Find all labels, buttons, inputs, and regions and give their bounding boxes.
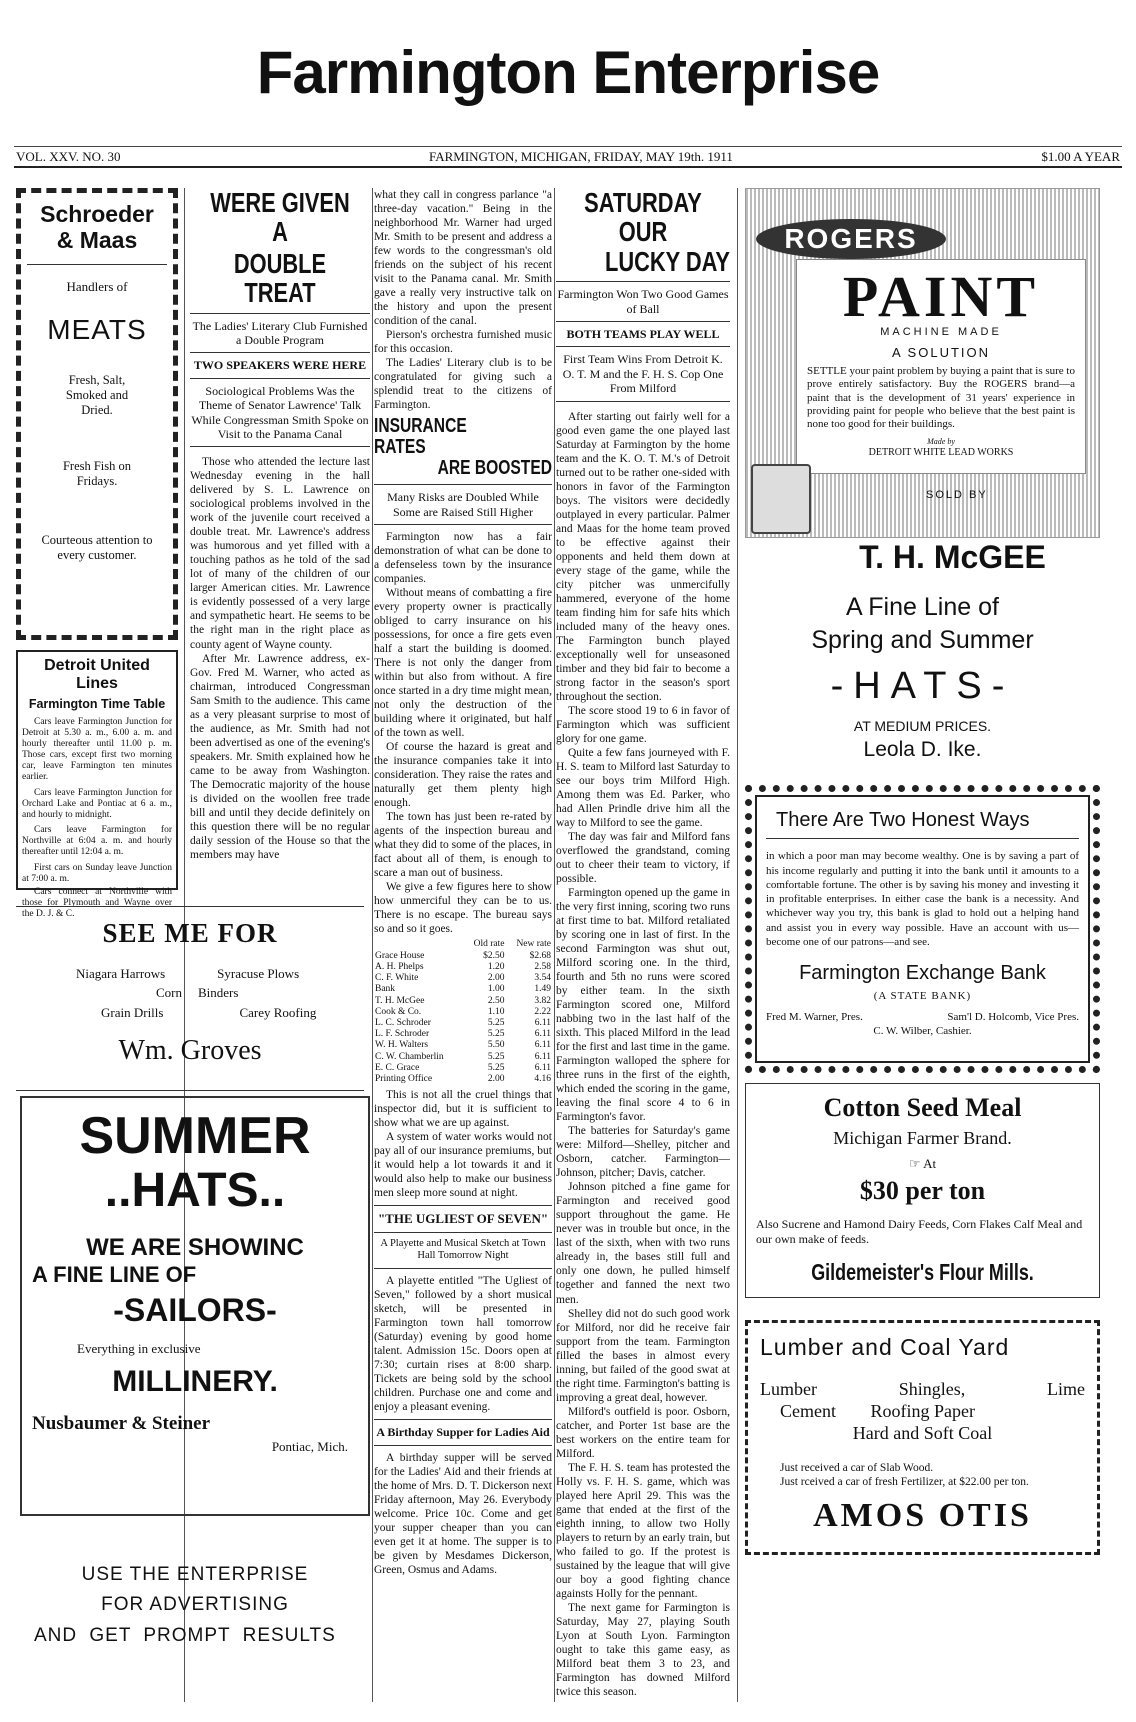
rates-name: A. H. Phelps <box>375 961 424 972</box>
ad-store-name: Gildemeister's Flour Mills. <box>811 1259 1034 1286</box>
article-headline: ARE BOOSTED <box>437 457 552 480</box>
table-row <box>374 973 552 984</box>
rates-name: Printing Office <box>375 1073 433 1084</box>
ad-store-name: Schroeder <box>40 201 154 227</box>
article-headline: LUCKY DAY <box>604 245 730 277</box>
ad-text: Niagara Harrows <box>76 965 166 981</box>
article-paragraph: Of course the hazard is great and the insurance companies take it into consideration. They raise the rates and naturally get them plenty high enough. <box>374 741 552 810</box>
article-headline: "THE UGLIEST OF SEVEN" <box>377 1211 549 1227</box>
table-row <box>374 1029 552 1040</box>
rogers-logo: ROGERS <box>756 219 946 259</box>
newspaper-title: Farmington Enterprise <box>256 39 880 106</box>
ad-headline: Cotton Seed Meal <box>823 1092 1022 1122</box>
ad-text: A FINE LINE OF <box>32 1261 197 1287</box>
farmington-bank-ad <box>745 785 1100 1073</box>
rates-new: 6.11 <box>534 1017 551 1028</box>
rates-old: $2.50 <box>483 950 505 961</box>
ad-headline: ..HATS.. <box>104 1164 286 1217</box>
dateline-bar <box>14 146 1122 168</box>
article-paragraph: Quite a few fans journeyed with F. H. S. team to Milford last Saturday to see our boys trim Milford High. Among them was Ed. Parker, who had Allen Prindle drive him all the way to Milford to see the game. <box>556 746 730 829</box>
rates-new: 3.82 <box>534 995 551 1006</box>
article-paragraph: The Ladies' Literary club is to be congratulated for giving such a splendid treat to the citizens of Farmington. <box>374 357 552 412</box>
timetable-subtitle: Farmington Time Table <box>28 696 166 711</box>
timetable-entry: Cars leave Farmington for Northville at 6:04 a. m. and hourly thereafter until 12:04 a. m. <box>22 825 172 858</box>
wm-groves-ad <box>16 906 364 1091</box>
article-paragraph: Pierson's orchestra furnished music for this occasion. <box>374 329 552 356</box>
rates-name: C. W. Chamberlin <box>375 1051 444 1062</box>
timetable-entry: Cars leave Farmington Junction for Orchard Lake and Pontiac at 6 a. m., and hourly to midnight. <box>22 787 172 820</box>
rates-name: Cook & Co. <box>375 1006 422 1017</box>
article-paragraph: Johnson pitched a fine game for Farmington and received good support throughout the game. He never was in trouble but once, in the last of the sixth, when with two runs already in, the bases still full and only one down, he pulled himself together and fanned the next two men. <box>556 1181 730 1306</box>
ad-store-name: Leola D. Ike. <box>863 737 982 761</box>
summer-hats-ad <box>20 1096 370 1516</box>
ad-store-name: & Maas <box>56 227 138 254</box>
rates-new: 6.11 <box>534 1062 551 1073</box>
rates-header: New rate <box>516 939 551 950</box>
article-paragraph: The next game for Farmington is Saturday, May 27, playing South Lyon at South Lyon. Farmington ought to take this game easy, as Milford beat them 3 to 23, and Farmington has downed Milford twice this season. <box>556 1601 730 1698</box>
column-rule <box>554 188 555 1702</box>
pointing-hand-icon: ☞ <box>908 1155 924 1171</box>
rates-name: C. F. White <box>375 973 419 984</box>
ad-text: Grain Drills <box>101 1004 164 1020</box>
ad-headline: -SAILORS- <box>113 1291 277 1328</box>
ad-headline: There Are Two Honest Ways <box>776 808 1030 831</box>
ad-text: Just rceived a car of fresh Fertilizer, at $22.00 per ton. <box>780 1475 1029 1488</box>
ad-text: (A STATE BANK) <box>873 989 972 1002</box>
article-deck: BOTH TEAMS PLAY WELL <box>566 326 720 341</box>
rates-old: 5.25 <box>487 1062 505 1073</box>
ad-text: Courteous attention to every customer. <box>41 533 153 563</box>
rates-new: $2.68 <box>529 950 551 961</box>
column-lecture-article <box>190 188 370 902</box>
ad-text: in which a poor man may become wealthy. One is by saving a part of his income regularly and putting it into the bank until it amounts to a comfortable fortune. The other is by saving his money and investing it in profitable enterprises. In either case the bank is a necessity. And whichever way you try, this bank is glad to hold out a helping hand and assist you in every way possible. Have an account with us—become one of our patrons—and see. <box>766 850 1079 949</box>
ad-text: DETROIT WHITE LEAD WORKS <box>868 446 1014 458</box>
rates-new: 6.11 <box>534 1029 551 1040</box>
article-paragraph: A playette entitled "The Ugliest of Seven," followed by a short musical sketch, will be presented in Farmington town hall tomorrow (Saturday) evening by good home talent. Admission 15c. Doors open at 7:30; curtain rises at 8:00 sharp. Tickets are being sold by the school children. Purchase one and come and enjoy a pleasant evening. <box>374 1275 552 1414</box>
ad-text: Syracuse Plows <box>217 965 300 981</box>
amos-otis-lumber-ad <box>745 1320 1100 1555</box>
rates-old: 5.25 <box>487 1051 505 1062</box>
rates-name: E. C. Grace <box>375 1062 420 1073</box>
timetable-entry: First cars on Sunday leave Junction at 7:00 a. m. <box>22 863 172 885</box>
article-deck: The Ladies' Literary Club Furnished a Double Program <box>192 318 368 347</box>
ad-headline: PAINT <box>842 264 1040 329</box>
rates-old: 5.25 <box>487 1017 505 1028</box>
ad-text: C. W. Wilber, Cashier. <box>873 1024 972 1037</box>
rates-old: 1.00 <box>487 984 505 995</box>
article-paragraph: The day was fair and Milford fans overflowed the grandstand, coming out to cheer their team to victory, if possible. <box>556 830 730 886</box>
rates-name: T. H. McGee <box>375 995 425 1006</box>
ad-store-name: Nusbaumer & Steiner <box>32 1412 211 1434</box>
ad-text: FOR ADVERTISING <box>101 1594 289 1616</box>
column-baseball-article <box>556 188 730 1704</box>
article-headline: SATURDAY OUR <box>584 187 702 248</box>
table-row <box>374 951 552 962</box>
ad-text: Handlers of <box>66 278 128 294</box>
rogers-ad-card <box>796 259 1086 474</box>
table-row <box>374 1052 552 1063</box>
article-deck: Many Risks are Doubled While Some are Raised Still Higher <box>387 490 539 519</box>
rates-new: 3.54 <box>534 973 551 984</box>
article-paragraph: Farmington opened up the game in the very first inning, scoring two runs at first time to bat. Milford retaliated by scoring one in last of first. In the second Farmington was shut out, Milford scoring one. In the third, fourth and 5th no runs were scored by either team. In the sixth Farmington scored one, Milford nabbing two in the last half of the sixth. This placed Milford in the lead for the first and last time in the game. Farmington walloped the sphere for three runs in the first of the eighth, which ended the scoring in the game, leaving the final score 4 to 6 in Farmington's favor. <box>556 887 730 1124</box>
rates-old: 2.50 <box>487 995 505 1006</box>
rates-new: 2.58 <box>534 961 551 972</box>
ad-text: Lumber <box>760 1378 817 1399</box>
leola-ike-ad <box>745 591 1100 763</box>
table-row <box>374 1018 552 1029</box>
masthead <box>0 0 1136 150</box>
table-row <box>374 1063 552 1074</box>
article-paragraph: After Mr. Lawrence address, ex-Gov. Fred M. Warner, who acted as chairman, introduced Congressman Sam Smith to the audience. This came as a very pleasant surprise to most of the audience, as Mr. Smith had not been advertised as one of the evening's speakers. Mr. Smith explained how he came to be away from Washington. The Democratic majority of the house is divided on the woollen free trade bill and until they decide definitely on this question there will be no regular daily session of the House so that the members may have <box>190 652 370 861</box>
ad-headline: -HATS- <box>830 665 1015 708</box>
rates-new: 1.49 <box>534 984 551 995</box>
ad-headline: SEE ME FOR <box>102 918 278 948</box>
column-ads-right <box>745 188 1100 1704</box>
column-rule <box>737 188 738 1702</box>
volume-number: VOL. XXV. NO. 30 <box>16 148 121 164</box>
article-paragraph: We give a few figures here to show how unmerciful they can be to us. There is no escape. The bureau says so and so it goes. <box>374 881 552 936</box>
ad-text: Hard and Soft Coal <box>852 1422 993 1443</box>
article-paragraph: Farmington now has a fair demonstration of what can be done to a defenseless town by the insurance companies. <box>374 531 552 586</box>
ad-text: SOLD BY <box>926 489 988 501</box>
article-paragraph: The batteries for Saturday's game were: Milford—Shelley, pitcher and Osborn, catcher. Farmington—Johnson, pitcher; Davis, catcher. <box>556 1125 730 1180</box>
insurance-rates-table <box>374 939 552 1085</box>
article-paragraph: Those who attended the lecture last Wednesday evening in the hall delivered by S. L. Lawrence on sociological problems involved in the work of the juvenile court received a double treat. Mr. Lawrence's address was humorous and yet filled with a touching pathos as he told of the sad lot of many of the children of our larger American cities. Mr. Lawrence is evidently possessed of a very large and sympathetic heart. He seems to be the right man in the right place as county agent of Wayne county. <box>190 456 370 651</box>
subscription-price: $1.00 A YEAR <box>1041 148 1120 164</box>
ad-text: Fresh Fish on Fridays. <box>62 458 132 488</box>
rates-new: 6.11 <box>534 1040 551 1051</box>
article-paragraph: Milford's outfield is poor. Osborn, catcher, and Porter 1st base are the best workers on the entire team for Milford. <box>556 1405 730 1460</box>
article-deck: A Playette and Musical Sketch at Town Hall Tomorrow Night <box>380 1237 546 1262</box>
ad-text: SETTLE your paint problem by buying a paint that is sure to prove entirely satisfactory. Buy the ROGERS brand—a paint that is the development of 31 years' experience in providing paint for people who believe that the best paint is none too good for their buildings. <box>807 365 1075 431</box>
article-headline: INSURANCE RATES <box>374 415 467 459</box>
timetable-entry: Cars connect at Northville with those for Plymouth and Wayne over the D. J. & C. <box>22 887 172 919</box>
rates-old: 1.20 <box>487 961 505 972</box>
ad-store-name: Farmington Exchange Bank <box>799 962 1046 985</box>
ad-text: Carey Roofing <box>239 1004 317 1020</box>
cotton-seed-meal-ad <box>745 1083 1100 1298</box>
rates-new: 4.16 <box>534 1073 551 1084</box>
rates-name: L. F. Schroder <box>375 1029 430 1040</box>
article-paragraph: After starting out fairly well for a good even game the one played last Saturday at Farmington by the home team and the K. O. T. M.'s of Detroit turned out to be rather one-sided with honors in favor of the Farmington boys. The visitors were decidedly outplayed in every particular. Palmer and Maas for the home team proved to be effective against their opponents and held them down at every stage of the game, while the city pitcher was unmercifully hammered, everyone of the home team finding him for safe hits which included many of the heavy ones. The Farmington bunch played exceptionally well for unseasoned timber and they bid fair to become a strong factor in the season's sport throughout the section. <box>556 410 730 703</box>
article-paragraph: A birthday supper will be served for the Ladies' Aid and their friends at the home of Mrs. D. T. Dickerson next Friday afternoon, May 26. Everybody welcome. Price 10c. Come and get your supper cheaper than you can even get it at home. The supper is to be given by Mesdames Dickerson, Green, Osmus and Adams. <box>374 1451 552 1576</box>
ad-text: Made by <box>927 437 955 447</box>
rates-header: Old rate <box>473 939 505 950</box>
article-paragraph: what they call in congress parlance "a three-day vacation." Being in the neighborhood Mr. Warner had urged Mr. Smith to be present and address a few words to the congressman's old friends on the subject of his recent visit to the Panama canal. Mr. Smith gave a really very instructive talk on the history and upon the present condition of the canal. <box>374 189 552 328</box>
article-paragraph: This is not all the cruel things that inspector did, but it is sufficient to show what we are up against. <box>374 1089 552 1130</box>
ad-headline: SUMMER <box>79 1107 311 1165</box>
article-paragraph: The score stood 19 to 6 in favor of Farmington which was sufficient glory for one game. <box>556 704 730 745</box>
ad-text: USE THE ENTERPRISE <box>81 1564 309 1585</box>
column-rule <box>372 188 373 1702</box>
ad-price: $30 per ton <box>859 1176 986 1206</box>
article-headline: A Birthday Supper for Ladies Aid <box>376 1425 550 1440</box>
ad-store-name: T. H. McGEE <box>859 539 1046 575</box>
article-paragraph: Without means of combatting a fire every property owner is practically obliged to carry insurance on his possessions, for once a fire gets even half a start the building is doomed. There is not only the danger from within but also from without. A fire once started in a dry time might mean, not only the destruction of the building where it originated, but half of the town as well. <box>374 587 552 740</box>
ad-text: Everything in exclusive <box>77 1340 201 1356</box>
rates-new: 6.11 <box>534 1051 551 1062</box>
article-deck: Farmington Won Two Good Games of Ball <box>557 287 729 316</box>
column-insurance-article <box>374 188 552 1704</box>
ad-text: A Fine Line of <box>846 593 999 622</box>
ad-headline: Lumber and Coal Yard <box>760 1333 1010 1360</box>
rates-name: L. C. Schroder <box>375 1017 431 1028</box>
table-row <box>374 1074 552 1085</box>
detroit-united-timetable <box>16 650 178 919</box>
ad-store-name: Wm. Groves <box>118 1035 262 1067</box>
rates-old: 5.50 <box>487 1040 505 1051</box>
schroeder-maas-ad <box>16 188 178 640</box>
timetable-entry: Cars leave Farmington Junction for Detroit at 5.30 a. m., 6.00 a. m. and hourly thereafter until 11.00 p. m. Those cars, except first two morning car, leave Farmington ten minutes earlier. <box>22 717 172 782</box>
ad-text: AND GET PROMPT RESULTS <box>34 1624 336 1646</box>
ad-text: Also Sucrene and Hamond Dairy Feeds, Corn Flakes Calf Meal and our own make of feeds. <box>756 1217 1083 1246</box>
use-enterprise-ad <box>20 1560 370 1651</box>
rates-name: Grace House <box>375 950 425 961</box>
ad-text: AT MEDIUM PRICES. <box>853 718 992 735</box>
article-headline: DOUBLE TREAT <box>233 247 327 309</box>
ad-text: MACHINE MADE <box>880 326 1002 338</box>
article-deck: First Team Wins From Detroit K. O. T. M and the F. H. S. Cop One From Milford <box>562 352 724 396</box>
ad-text: Sam'l D. Holcomb, Vice Pres. <box>947 1011 1079 1024</box>
article-paragraph: Shelley did not do such good work for Milford, nor did he receive fair support from the team. Farmington filled the bases in almost every inning, but failed of the good swat at the right time. Farmington's batting is improving a great deal, however. <box>556 1307 730 1404</box>
table-row <box>374 1007 552 1018</box>
ad-text: WE ARE SHOWINC <box>86 1233 304 1261</box>
ad-headline: MEATS <box>47 313 147 345</box>
rates-name: Bank <box>375 984 396 995</box>
table-row <box>374 996 552 1007</box>
ad-text: Fresh, Salt, Smoked and Dried. <box>65 372 129 418</box>
rates-old: 2.00 <box>487 1073 505 1084</box>
rates-name: W. H. Walters <box>375 1040 429 1051</box>
rogers-paint-ad <box>745 188 1100 538</box>
ad-text: A SOLUTION <box>891 345 991 361</box>
ad-headline: MILLINERY. <box>112 1364 278 1398</box>
rates-old: 5.25 <box>487 1029 505 1040</box>
table-row <box>374 962 552 973</box>
ad-text: Spring and Summer <box>811 625 1034 654</box>
ad-text: Pontiac, Mich. <box>271 1438 348 1454</box>
article-paragraph: The town has just been re-rated by agents of the inspection bureau and what they did to some of the places, in fact about all of them, is enough to scare a man out of business. <box>374 811 552 880</box>
ad-store-name: AMOS OTIS <box>813 1496 1032 1534</box>
article-paragraph: A system of water works would not pay all of our insurance premiums, but it would help a lot towards it and it would also help to make our business men sleep more sound at night. <box>374 1131 552 1200</box>
rates-new: 2.22 <box>534 1006 551 1017</box>
article-paragraph: The F. H. S. team has protested the Holly vs. F. H. S. game, which was played here April 29. This was the game that ended at the first of the eighth inning, to allow two Holly players to return by an early train, but who failed to go. If the protest is sustained by the league that will give our boy a good fighting chance againsts Holly for the pennant. <box>556 1461 730 1600</box>
ad-text: Cement <box>780 1400 836 1421</box>
ad-text: Michigan Farmer Brand. <box>833 1127 1012 1148</box>
article-deck: Sociological Problems Was the Theme of Senator Lawrence' Talk While Congressman Smith Spoke on Visit to the Panama Canal <box>191 383 369 441</box>
ad-text: At <box>923 1155 937 1171</box>
ad-text: Shingles, <box>898 1378 966 1399</box>
paint-can-icon <box>751 464 811 534</box>
ad-text: Binders <box>198 985 239 1001</box>
rates-old: 1.10 <box>487 1006 505 1017</box>
article-headline: WERE GIVEN A <box>210 187 350 248</box>
ad-text: Roofing Paper <box>870 1400 975 1421</box>
publication-date: FARMINGTON, MICHIGAN, FRIDAY, MAY 19th. 1911 <box>428 148 733 164</box>
table-row <box>374 984 552 995</box>
rates-old: 2.00 <box>487 973 505 984</box>
article-deck: TWO SPEAKERS WERE HERE <box>193 358 367 373</box>
table-row <box>374 1040 552 1051</box>
ad-text: Lime <box>1047 1378 1085 1399</box>
ad-text: Fred M. Warner, Pres. <box>766 1011 863 1024</box>
ad-text: Just received a car of Slab Wood. <box>780 1461 934 1474</box>
ad-text: Corn <box>156 985 182 1001</box>
timetable-title: Detroit United Lines <box>44 657 150 693</box>
